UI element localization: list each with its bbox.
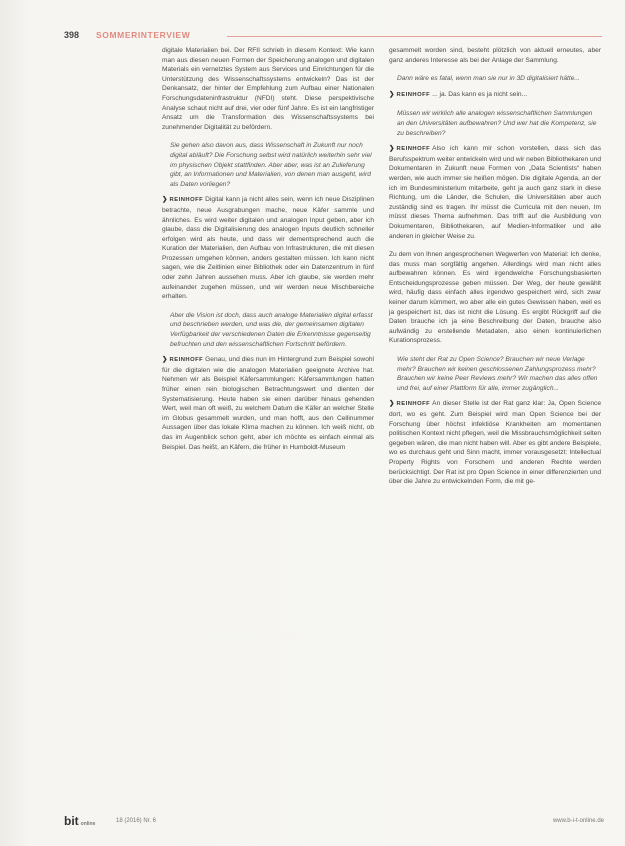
paragraph-text: Digital kann ja nicht alles sein, wenn ich neue Disziplinen betrachte, neue Ausgrabungen mache, neue Käfer sammle und ähnliches. Es wird weiter digitalen und analogen Input geben, aber ich glaube, dass die Digitalisierung des analogen Inputs deutlich schneller erfolgen wird als heute, und dass wir dementsprechend auch die Kuration der Materialien, den Aufbau von Infrastrukturen, die mit diesen Prozessen umgehen können, anders gestalten müssen. Ich kann nicht sagen, wie die Zeitlinien einer Bibliothek oder ein Datenzentrum in fünf oder zehn Jahren aussehen muss. Aber ich glaube, sie werden mehr aufeinander zugehen müssen, und wir werden neue Mischbereiche erhalten. — [162, 196, 374, 301]
paragraph-text: Sie gehen also davon aus, dass Wissenschaft in Zukunft nur noch digital abläuft? Die Forschung selbst wird natürlich weiterhin sehr viel im physischen Objekt stattfinden. Aber aber, was ist an Zulieferung gibt, an Informationen und Materialien, von denen man ausgeht, wird als Daten vorliegen? — [170, 142, 372, 188]
speaker-marker: ❯ — [162, 356, 168, 364]
issue-info: 18 (2016) Nr. 6 — [116, 818, 157, 824]
header-rule — [227, 36, 602, 37]
paragraph-text: Dann wäre es fatal, wenn man sie nur in 3D digitalisiert hätte... — [397, 75, 580, 83]
interview-answer — [162, 355, 374, 452]
page-header — [64, 30, 602, 46]
paragraph-text: ... ja. Das kann es ja nicht sein... — [432, 90, 528, 98]
interview-answer — [162, 195, 374, 302]
speaker-marker: ❯ — [162, 196, 168, 204]
interview-question — [397, 109, 601, 138]
interview-answer — [389, 144, 601, 241]
page-footer — [64, 814, 604, 830]
speaker-label: REINHOFF — [169, 197, 204, 204]
paragraph-text: Müssen wir wirklich alle analogen wissenschaftlichen Sammlungen an den Universitäten aufbewahren? Und wer hat die Kompetenz, sie zu beschreiben? — [397, 110, 597, 137]
left-column — [162, 46, 374, 461]
paragraph-text: digitale Materialien bei. Der RFII schrieb in diesem Kontext: Wie kann man aus diesen neuen Formen der Speicherung analogen und digitalen Materials ein vernetztes System aus Services und Einrichtungen für die Unterstützung des Wissenschaftssystems entwickeln? Das ist der Denkansatz, der hinter der Empfehlung zum Aufbau einer Nationalen Forschungsdateninfrastruktur (NFDI) steht. Diese perspektivische Analyse schaut nicht auf drei, vier oder fünf Jahre. Es ist ein langfristiger Ansatz um die Transformation des Wissenschaftssystems bei zunehmender Digitalität zu befördern. — [162, 47, 374, 131]
paragraph-text: Zu dem von Ihnen angesprochenen Wegwerfen von Material: Ich denke, das muss man sorgfältig angehen. Allerdings wird man nicht alles aufbewahren können. Es wird irgendwelche Forschungsbasierten Entscheidungsprozesse geben müssen. Der Weg, der heute gewählt wird, häufig dass einfach alles irgendwo gespeichert wird, sich zwar keiner darum kümmert, wo aber alle ein gutes Gewissen haben, weil es ja gespeichert ist, das ist nicht die Lösung. Es ergibt Rückgriff auf die Daten brauche ich ja eine Beschreibung der Daten, brauche also aufwändig zu erstellende Metadaten, also einen kontinuierlichen Kurationsprozess. — [389, 251, 601, 345]
paragraph-text: An dieser Stelle ist der Rat ganz klar: Ja, Open Science dort, wo es geht. Zum Beispiel wird man Open Science bei der Forschung über höchst infektiöse Krankheiten am momentanen politischen Kontext nicht pflegen, weil die Missbrauchsmöglichkeit selten gegeben wären, die man nicht haben will. Aber es gibt andere Beispiele, wo es durchaus geht und Sinn macht, immer vorausgesetzt: Intellectual Property Rights von Forschern und anderen Rechte werden berücksichtigt. Der Rat ist pro Open Science in einer differenzierten und über die Jahre zu entwickelnden Form, die mit ge- — [389, 400, 601, 486]
body-paragraph — [162, 46, 374, 132]
paragraph-text: Genau, und dies nun im Hintergrund zum Beispiel sowohl für die digitalen wie die analogen Materialien geeignete Archive hat. Nehmen wir als Beispiel Käfersammlungen: Käfersammlungen hatten früher einen rein biologischen Betrachtungswert und dienten der Systematisierung. Heute haben sie einen darüber hinaus gehenden Wert, weil man oft weiß, zu welchem Datum die Käfer an welcher Stelle im Globus gesammelt wurden, und man hofft, aus den Cellinummer Aussagen über das lokale Klima machen zu können. Ich weiß nicht, ob das im Augenblick schon geht, aber ich möchte es einfach einmal als Beispiel. Das heißt, an Käfern, die früher in Humboldt-Museum — [162, 356, 374, 451]
right-column — [389, 46, 601, 496]
section-title: SOMMERINTERVIEW — [96, 30, 191, 40]
website-url: www.b-i-t-online.de — [552, 818, 604, 824]
interview-answer — [389, 399, 601, 486]
speaker-marker: ❯ — [389, 145, 395, 153]
interview-answer — [389, 90, 601, 101]
publication-logo: bit online — [64, 814, 96, 828]
speaker-label: REINHOFF — [396, 146, 431, 153]
paragraph-text: Aber die Vision ist doch, dass auch analoge Materialien digital erfasst und beschrieben werden, und was die, der gemeinsamen digitalen Verfügbarkeit der verschiedenen Daten die Erkenntnisse gegenseitig befruchten und den wissenschaftlichen Fortschritt befördern. — [170, 311, 373, 348]
speaker-label: REINHOFF — [169, 357, 204, 364]
speaker-marker: ❯ — [389, 90, 395, 98]
body-paragraph — [389, 250, 601, 346]
paragraph-text: Wie steht der Rat zu Open Science? Brauchen wir neue Verlage mehr? Brauchen wir keinen geschlossenen Zahlungsprozess mehr? Brauchen wir keine Peer Reviews mehr? Wir machen das alles offen und frei, auf einer Plattform für alle, immer zugänglich... — [397, 356, 598, 392]
interview-question — [397, 74, 601, 84]
page-number: 398 — [64, 30, 80, 40]
speaker-marker: ❯ — [389, 400, 395, 408]
speaker-label: REINHOFF — [396, 91, 431, 98]
interview-question — [170, 311, 374, 349]
interview-question — [170, 141, 374, 189]
body-paragraph — [389, 46, 601, 65]
speaker-label: REINHOFF — [396, 401, 431, 408]
interview-question — [397, 355, 601, 393]
paragraph-text: Also ich kann mir schon vorstellen, dass sich das Berufsspektrum weiter entwickeln wird und wir neben Bibliothekaren und Dokumentaren in Zukunft neue Formen von „Data Scientists“ haben werden, wie auch immer sie heißen mögen. Die digitale Agenda, an der ich im Bundesministerium mitarbeite, geht ja auch ganz stark in diese Richtung, um die Länder, die Schulen, die Universitäten aber auch zuständig sind es tragen. Ihr müsst die Curricula mit den neuen, Im müsst dieses Thema aufnehmen. Das trifft auf die Ausbildung von Dokumentaren, Bibliothekaren, auf Medien-Informatiker und alle anderen in gleicher Weise zu. — [389, 145, 601, 240]
paragraph-text: gesammelt worden sind, besteht plötzlich von aktuell erneutes, aber ganz anderes Interesse als bei der Anlage der Sammlung. — [389, 47, 601, 64]
